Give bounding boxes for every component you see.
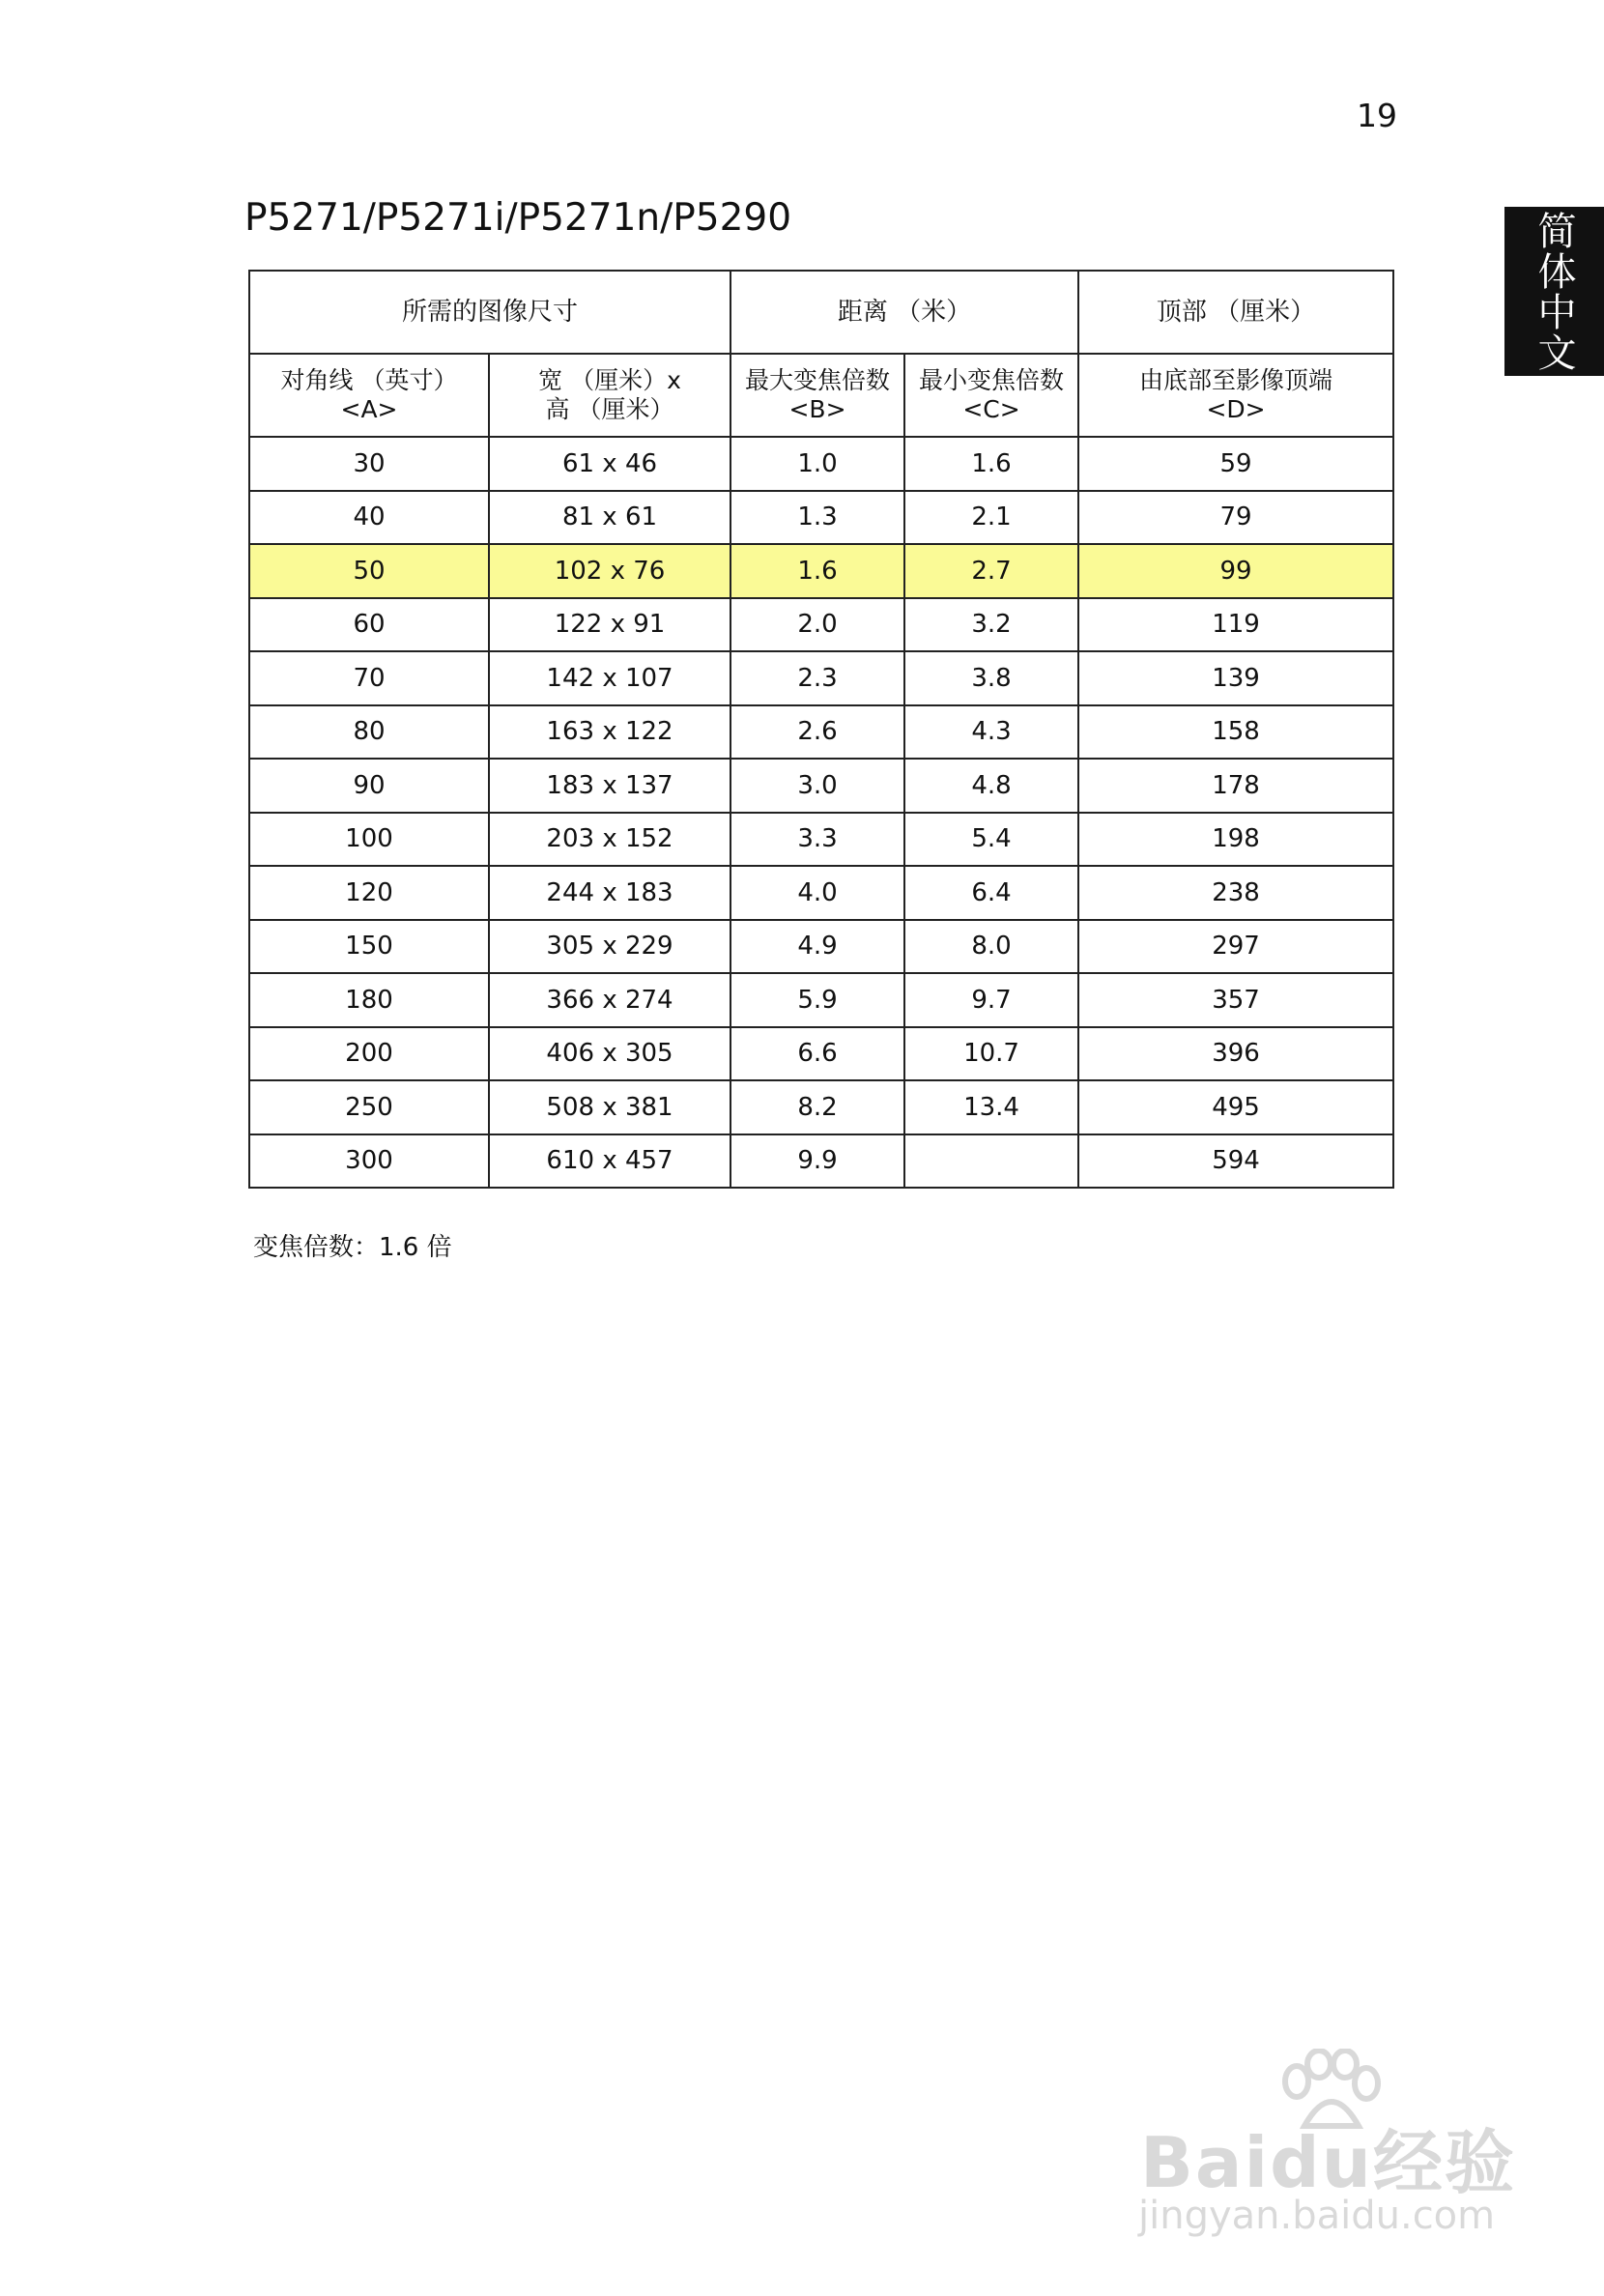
cell-max-zoom-distance: 6.6 [730, 1027, 904, 1081]
cell-bottom-to-top: 198 [1078, 813, 1393, 867]
cell-min-zoom-distance: 4.8 [904, 759, 1078, 813]
cell-bottom-to-top: 297 [1078, 920, 1393, 974]
cell-diagonal: 30 [249, 437, 489, 491]
cell-bottom-to-top: 396 [1078, 1027, 1393, 1081]
header-width-label: 宽 （厘米）x [538, 366, 681, 394]
cell-min-zoom-distance: 6.4 [904, 866, 1078, 920]
cell-min-zoom-distance: 9.7 [904, 973, 1078, 1027]
cell-diagonal: 250 [249, 1080, 489, 1134]
cell-max-zoom-distance: 8.2 [730, 1080, 904, 1134]
cell-bottom-to-top: 357 [1078, 973, 1393, 1027]
group-header-row [249, 271, 1393, 354]
cell-min-zoom-distance [904, 1134, 1078, 1189]
header-max-zoom-code: <B> [788, 395, 846, 423]
cell-max-zoom-distance: 9.9 [730, 1134, 904, 1189]
header-diagonal [249, 354, 489, 437]
sub-header-row [249, 354, 1393, 437]
cell-max-zoom-distance: 2.6 [730, 705, 904, 760]
cell-width-height: 508 x 381 [489, 1080, 730, 1134]
table-row [249, 813, 1393, 867]
header-max-zoom [730, 354, 904, 437]
header-diagonal-code: <A> [340, 395, 398, 423]
cell-width-height: 610 x 457 [489, 1134, 730, 1189]
cell-width-height: 122 x 91 [489, 598, 730, 652]
cell-min-zoom-distance: 3.2 [904, 598, 1078, 652]
table-row [249, 651, 1393, 705]
cell-width-height: 244 x 183 [489, 866, 730, 920]
table-row [249, 491, 1393, 545]
table-row [249, 866, 1393, 920]
cell-max-zoom-distance: 3.0 [730, 759, 904, 813]
cell-bottom-to-top: 79 [1078, 491, 1393, 545]
language-tab: 简体中文 [1504, 207, 1604, 376]
table-row [249, 973, 1393, 1027]
cell-min-zoom-distance: 3.8 [904, 651, 1078, 705]
cell-diagonal: 80 [249, 705, 489, 760]
cell-min-zoom-distance: 10.7 [904, 1027, 1078, 1081]
cell-max-zoom-distance: 2.0 [730, 598, 904, 652]
header-bottom-to-top [1078, 354, 1393, 437]
header-image-size: 所需的图像尺寸 [249, 271, 730, 354]
header-max-zoom-label: 最大变焦倍数 [745, 366, 891, 394]
cell-min-zoom-distance: 2.7 [904, 544, 1078, 598]
cell-width-height: 81 x 61 [489, 491, 730, 545]
table-row [249, 920, 1393, 974]
cell-max-zoom-distance: 5.9 [730, 973, 904, 1027]
cell-diagonal: 180 [249, 973, 489, 1027]
cell-width-height: 61 x 46 [489, 437, 730, 491]
page-title: P5271/P5271i/P5271n/P5290 [244, 196, 792, 240]
cell-diagonal: 60 [249, 598, 489, 652]
zoom-ratio-note: 变焦倍数：1.6 倍 [253, 1233, 452, 1262]
cell-max-zoom-distance: 2.3 [730, 651, 904, 705]
cell-max-zoom-distance: 4.0 [730, 866, 904, 920]
cell-width-height: 406 x 305 [489, 1027, 730, 1081]
header-diagonal-label: 对角线 （英寸） [280, 366, 458, 394]
cell-bottom-to-top: 594 [1078, 1134, 1393, 1189]
header-distance: 距离 （米） [730, 271, 1078, 354]
table-body [249, 437, 1393, 1188]
cell-min-zoom-distance: 5.4 [904, 813, 1078, 867]
table-row [249, 705, 1393, 760]
cell-min-zoom-distance: 8.0 [904, 920, 1078, 974]
cell-width-height: 305 x 229 [489, 920, 730, 974]
cell-width-height: 102 x 76 [489, 544, 730, 598]
watermark-logo-text: Baidu经验 [1140, 2122, 1516, 2203]
cell-diagonal: 70 [249, 651, 489, 705]
table-row [249, 598, 1393, 652]
cell-min-zoom-distance: 1.6 [904, 437, 1078, 491]
cell-width-height: 203 x 152 [489, 813, 730, 867]
header-min-zoom-label: 最小变焦倍数 [919, 366, 1065, 394]
cell-bottom-to-top: 59 [1078, 437, 1393, 491]
cell-width-height: 366 x 274 [489, 973, 730, 1027]
cell-diagonal: 90 [249, 759, 489, 813]
cell-diagonal: 40 [249, 491, 489, 545]
table-row [249, 1027, 1393, 1081]
cell-max-zoom-distance: 1.3 [730, 491, 904, 545]
cell-diagonal: 100 [249, 813, 489, 867]
cell-bottom-to-top: 495 [1078, 1080, 1393, 1134]
cell-bottom-to-top: 139 [1078, 651, 1393, 705]
cell-min-zoom-distance: 2.1 [904, 491, 1078, 545]
header-height-label: 高 （厘米） [545, 395, 674, 423]
cell-max-zoom-distance: 1.6 [730, 544, 904, 598]
watermark-url: jingyan.baidu.com [1138, 2194, 1496, 2238]
cell-diagonal: 50 [249, 544, 489, 598]
watermark [1131, 2049, 1517, 2242]
cell-bottom-to-top: 99 [1078, 544, 1393, 598]
cell-min-zoom-distance: 13.4 [904, 1080, 1078, 1134]
cell-bottom-to-top: 158 [1078, 705, 1393, 760]
cell-bottom-to-top: 178 [1078, 759, 1393, 813]
table-row [249, 437, 1393, 491]
projection-distance-table [248, 270, 1394, 1189]
header-bottom-to-top-label: 由底部至影像顶端 [1139, 366, 1333, 394]
cell-bottom-to-top: 119 [1078, 598, 1393, 652]
cell-diagonal: 150 [249, 920, 489, 974]
cell-diagonal: 120 [249, 866, 489, 920]
cell-width-height: 142 x 107 [489, 651, 730, 705]
cell-diagonal: 300 [249, 1134, 489, 1189]
header-top: 顶部 （厘米） [1078, 271, 1393, 354]
cell-min-zoom-distance: 4.3 [904, 705, 1078, 760]
header-bottom-to-top-code: <D> [1206, 395, 1266, 423]
table-row [249, 759, 1393, 813]
cell-width-height: 183 x 137 [489, 759, 730, 813]
table-row [249, 544, 1393, 598]
table-row [249, 1080, 1393, 1134]
header-min-zoom-code: <C> [962, 395, 1020, 423]
cell-diagonal: 200 [249, 1027, 489, 1081]
cell-bottom-to-top: 238 [1078, 866, 1393, 920]
header-width-height [489, 354, 730, 437]
cell-max-zoom-distance: 1.0 [730, 437, 904, 491]
cell-max-zoom-distance: 4.9 [730, 920, 904, 974]
page-number: 19 [1357, 97, 1397, 134]
cell-max-zoom-distance: 3.3 [730, 813, 904, 867]
cell-width-height: 163 x 122 [489, 705, 730, 760]
table-row [249, 1134, 1393, 1189]
header-min-zoom [904, 354, 1078, 437]
